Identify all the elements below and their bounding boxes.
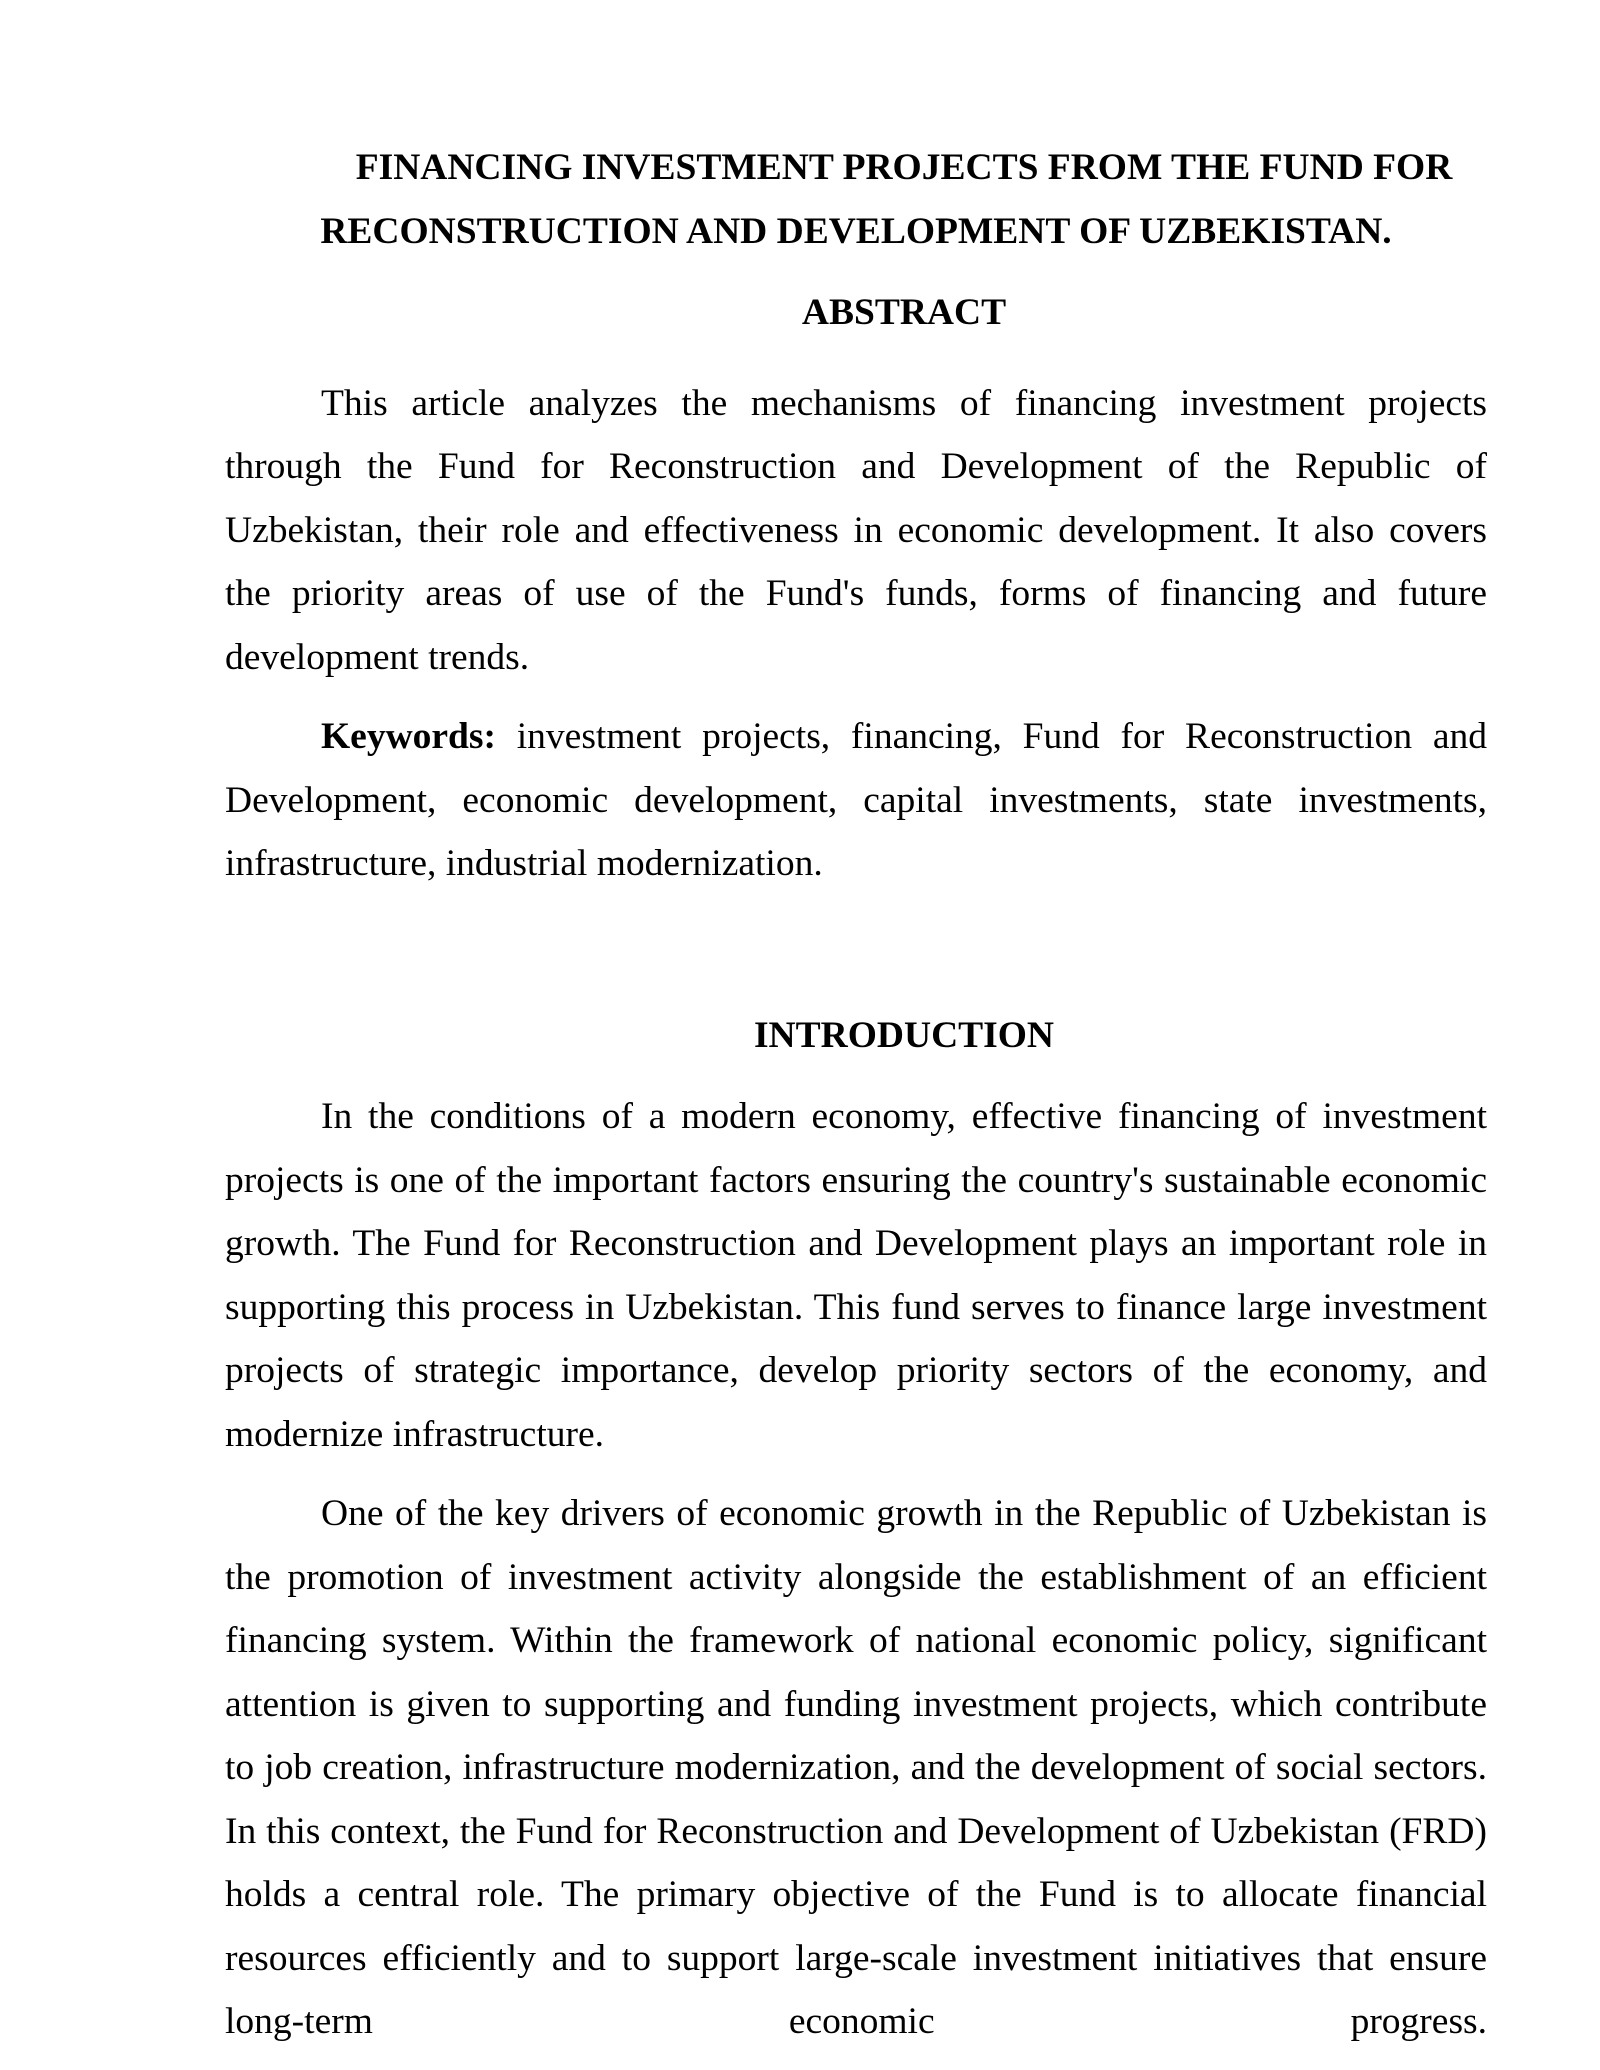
paper-title: FINANCING INVESTMENT PROJECTS FROM THE FUND FOR RECONSTRUCTION AND DEVELOPMENT OF UZBEKISTAN.	[320, 147, 1453, 252]
abstract-paragraph: This article analyzes the mechanisms of financing investment projects through the Fund for Reconstruction and Development of the Republic of Uzbekistan, their role and effectiveness in economic development. It also covers the priority areas of use of the Fund's funds, forms of financing and future development trends.	[225, 382, 1487, 678]
keywords-paragraph	[225, 705, 1487, 896]
introduction-heading: INTRODUCTION	[753, 1014, 1055, 1056]
introduction-paragraph-2: One of the key drivers of economic growth in the Republic of Uzbekistan is the promotion of investment activity alongside the establishment of an efficient financing system. Within the framework of national economic policy, significant attention is given to supporting and funding investment projects, which contribute to job creation, infrastructure modernization, and the development of social sectors. In this context, the Fund for Reconstruction and Development of Uzbekistan (FRD) holds a central role. The primary objective of the Fund is to allocate financial resources efficiently and to support large-scale investment initiatives that ensure long-term economic progress.	[225, 1493, 1487, 2042]
introduction-paragraph-1: In the conditions of a modern economy, effective financing of investment projects is one of the important factors ensuring the country's sustainable economic growth. The Fund for Reconstruction and Development plays an important role in supporting this process in Uzbekistan. This fund serves to finance large investment projects of strategic importance, develop priority sectors of the economy, and modernize infrastructure.	[225, 1096, 1487, 1455]
keywords-text: investment projects, financing, Fund for Reconstruction and Development, economic development, capital investments, state investments, infrastructure, industrial modernization.	[225, 716, 1487, 884]
keywords-label: Keywords:	[321, 716, 496, 757]
abstract-heading: ABSTRACT	[801, 292, 1007, 333]
